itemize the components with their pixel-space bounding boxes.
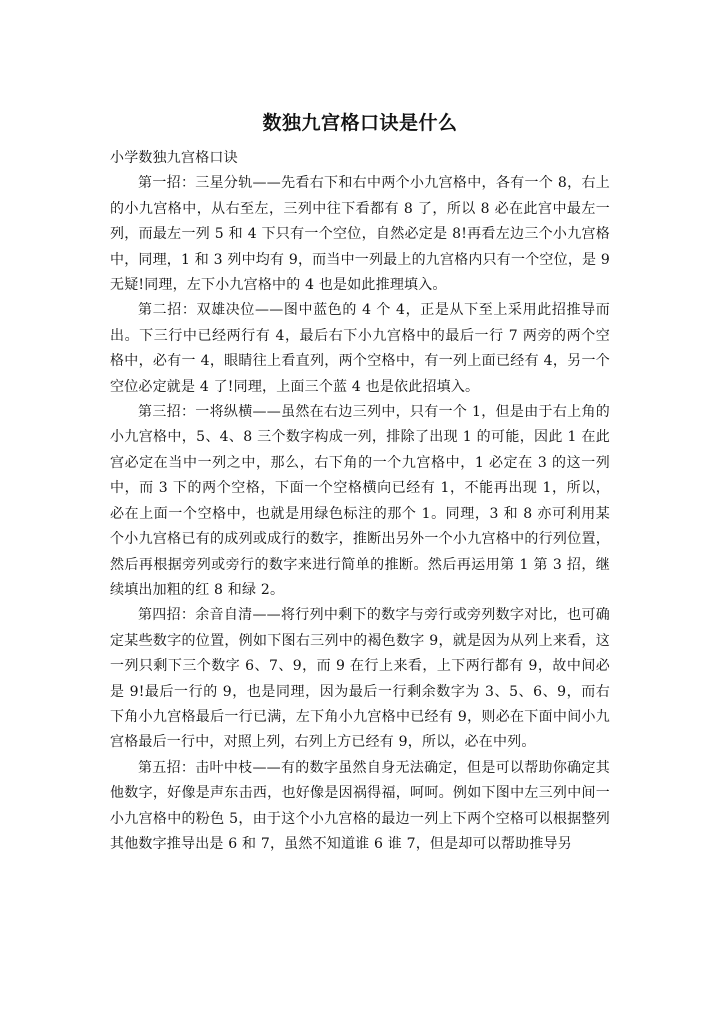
paragraph-4: 第四招：余音自清——将行列中剩下的数字与旁行或旁列数字对比，也可确定某些数字的位置，例如下图右三列中的褐色数字 9，就是因为从列上来看，这一列只剩下三个数字 6、7、9，而 9 在行上来看，上下两行都有 9，故中间必是 9!最后一行的 9，也是同理，因为最后一行剩余数字为 3、5、6、9，而右下角小九宫格最后一行已满，左下角小九宫格中已经有 9，则必在下面中间小九宫格最后一行中，对照上列，右列上方已经有 9，所以，必在中列。	[110, 607, 610, 751]
paragraph-5: 第五招：击叶中枝——有的数字虽然自身无法确定，但是可以帮助你确定其他数字，好像是声东击西，也好像是因祸得福，呵呵。例如下图中左三列中间一小九宫格中的粉色 5，由于这个小九宫格的最边一列上下两个空格可以根据整列其他数字推导出是 6 和 7，虽然不知道谁 6 谁 7，但是却可以帮助推导另	[110, 759, 610, 852]
paragraph-3: 第三招：一将纵横——虽然在右边三列中，只有一个 1，但是由于右上角的小九宫格中，5、4、8 三个数字构成一列，排除了出现 1 的可能，因此 1 在此宫必定在当中一列之中，那么，右下角的一个九宫格中，1 必定在 3 的这一列中，而 3 下的两个空格，下面一个空格横向已经有 1，不能再出现 1，所以，必在上面一个空格中，也就是用绿色标注的那个 1。同理，3 和 8 亦可利用某个小九宫格已有的成列或成行的数字，推断出另外一个小九宫格中的行列位置，然后再根据旁列或旁行的数字来进行简单的推断。然后再运用第 1 第 3 招，继续填出加粗的红 8 和绿 2。	[110, 404, 610, 598]
document-subtitle: 小学数独九宫格口诀	[110, 150, 238, 166]
document-body	[110, 146, 610, 857]
paragraph-2: 第二招：双雄决位——图中蓝色的 4 个 4，正是从下至上采用此招推导而出。下三行中已经两行有 4，最后右下小九宫格中的最后一行 7 两旁的两个空格中，必有一 4，眼睛往上看直列，两个空格中，有一列上面已经有 4，另一个空位必定就是 4 了!同理，上面三个蓝 4 也是依此招填入。	[110, 302, 610, 395]
paragraph-1: 第一招：三星分轨——先看右下和右中两个小九宫格中，各有一个 8，右上的小九宫格中，从右至左，三列中往下看都有 8 了，所以 8 必在此宫中最左一列，而最左一列 5 和 4 下只有一个空位，自然必定是 8!再看左边三个小九宫格中，同理，1 和 3 列中均有 9，而当中一列最上的九宫格内只有一个空位，是 9 无疑!同理，左下小九宫格中的 4 也是如此推理填入。	[110, 175, 610, 294]
page-title: 数独九宫格口诀是什么	[262, 112, 458, 134]
